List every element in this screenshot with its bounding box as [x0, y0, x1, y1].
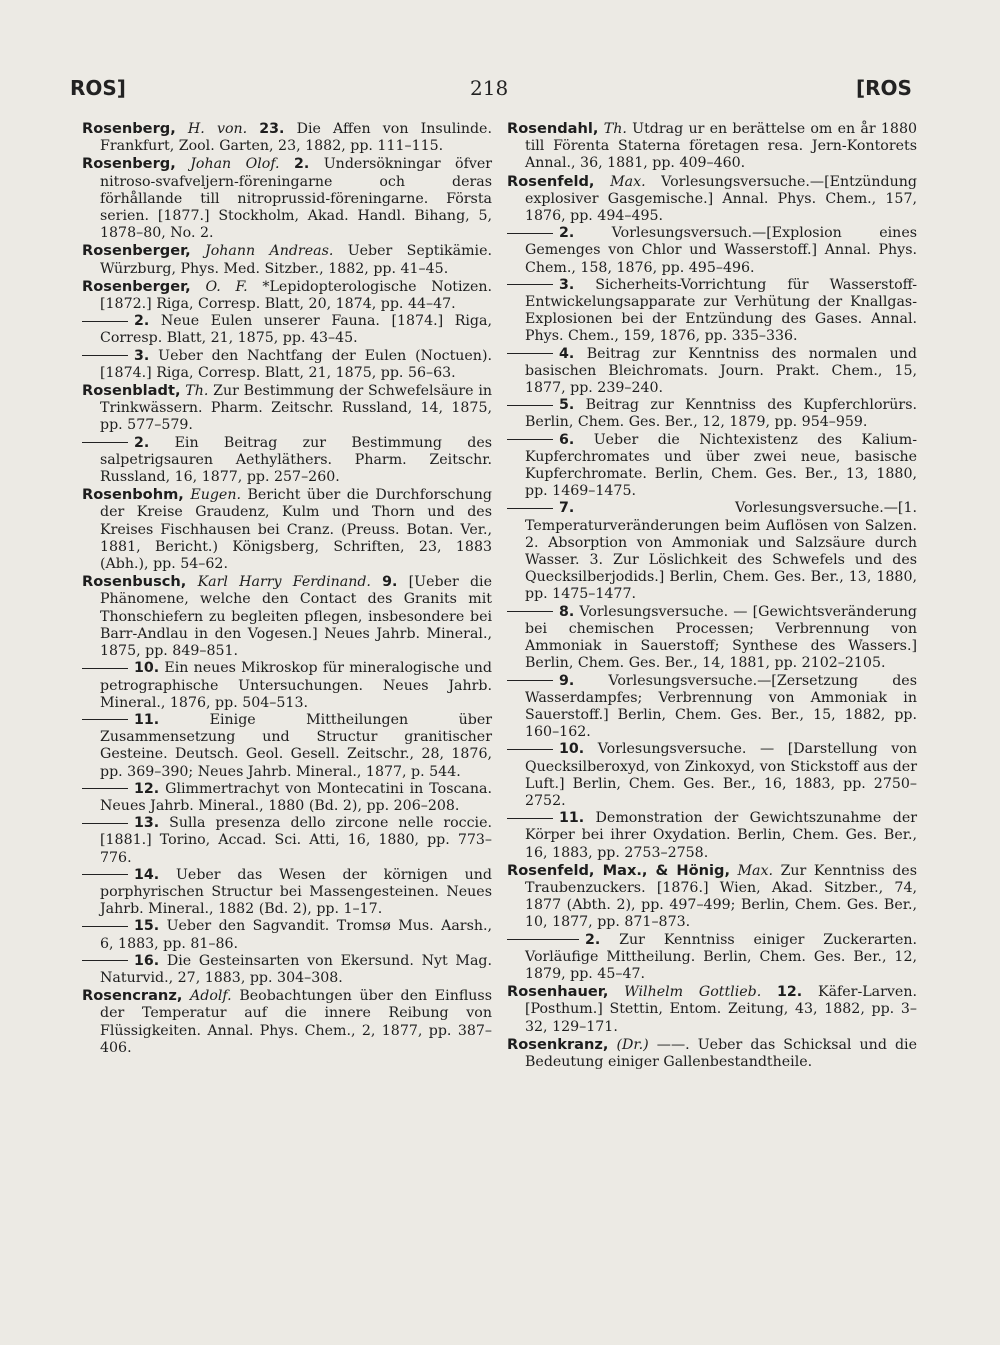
author-given-name: Eugen.: [190, 487, 241, 504]
header-right: [ROS: [856, 76, 912, 100]
left-column: [82, 120, 492, 1057]
author-name: Rosenhauer,: [507, 983, 609, 1001]
bibliography-entry: [82, 953, 492, 987]
entry-text: Die Affen von Insulinde. Frankfurt, Zool. Garten, 23, 1882, pp. 111–115.: [100, 121, 492, 155]
entry-text: Ueber die Nichtexistenz des Kalium-Kupferchromates und über zwei neue, basische Kupferchromate. Berlin, Chem. Ges. Ber., 13, 1880, pp. 1469–1475.: [525, 431, 917, 500]
author-name: Rosenfeld, Max., & Hönig,: [507, 861, 730, 879]
author-given-name: Th.: [185, 383, 209, 400]
author-name: Rosenfeld,: [507, 172, 595, 190]
bibliography-entry: [82, 987, 492, 1057]
entry-text: Vorlesungsversuche.—[Entzündung explosiver Gasgemische.] Annal. Phys. Chem., 157, 1876, pp. 494–495.: [525, 173, 917, 225]
entry-text: [Ueber die Phänomene, welche den Contact des Granits mit Thonschiefern zu begleiten pflegen, insbesondere bei Barr-Andlau in den Vogesen.] Neues Jahrb. Mineral., 1875, pp. 849–851.: [100, 574, 492, 660]
bibliography-entry: [82, 120, 492, 155]
bibliography-entry: [82, 918, 492, 952]
entry-text: Ueber den Nachtfang der Eulen (Noctuen). [1874.] Riga, Corresp. Blatt, 21, 1875, pp. 56–63.: [100, 347, 492, 381]
bibliography-entry: [507, 983, 917, 1036]
bibliography-entry: [507, 277, 917, 346]
bibliography-entry: [507, 120, 917, 173]
entry-number: 2.: [294, 156, 310, 173]
bibliography-entry: [82, 867, 492, 919]
entry-text: Zur Bestimmung der Schwefelsäure in Trinkwässern. Pharm. Zeitschr. Russland, 14, 1875, pp. 577–579.: [100, 383, 492, 434]
entry-number: 2.: [134, 434, 150, 451]
entry-text: Ueber den Sagvandit. Tromsø Mus. Aarsh., 6, 1883, pp. 81–86.: [100, 918, 493, 952]
bibliography-entry: [507, 810, 917, 862]
entry-number: 11.: [134, 711, 160, 728]
author-given-name: Th.: [603, 121, 627, 137]
bibliography-entry: [82, 573, 492, 660]
entry-number: 6.: [559, 431, 575, 448]
entry-text: Vorlesungsversuche. — [Darstellung von Quecksilberoxyd, von Zinkoxyd, von Stickstoff aus der Luft.] Berlin, Chem. Ges. Ber., 16, 1883, pp. 2750–2752.: [525, 741, 917, 809]
ditto-rule: [82, 442, 128, 443]
bibliography-entry: [507, 225, 917, 277]
entry-number: 3.: [559, 276, 575, 293]
ditto-rule: [82, 960, 128, 961]
ditto-rule: [507, 818, 553, 819]
bibliography-entry: [82, 348, 492, 382]
entry-text: Ueber das Wesen der körnigen und porphyrischen Structur bei Massengesteinen. Neues Jahrb. Mineral., 1882 (Bd. 2), pp. 1–17.: [100, 866, 492, 918]
ditto-rule: [507, 439, 553, 440]
bibliography-entry: [82, 815, 492, 867]
author-name: Rosencranz,: [82, 987, 183, 1005]
bibliography-entry: [82, 382, 492, 435]
entry-number: 7.: [559, 500, 575, 517]
right-column: [507, 120, 917, 1071]
author-name: Rosenberger,: [82, 277, 191, 295]
author-name: Rosenbusch,: [82, 573, 187, 591]
entry-text: Vorlesungsversuche. — [Gewichtsveränderung bei chemischen Processen; Verbrennung von Ammoniak in Sauerstoff; Synthese des Wassers.] Berlin, Chem. Ges. Ber., 14, 1881, pp. 2102–2105.: [525, 603, 917, 672]
ditto-rule: [82, 668, 128, 669]
entry-text: Utdrag ur en berättelse om en år 1880 till Förenta Staterna företagen resa. Jern-Kontorets Annal., 36, 1881, pp. 409–460.: [525, 121, 918, 172]
page-number: 218: [470, 76, 509, 100]
entry-text: Undersökningar öfver nitroso-svafveljern-föreningarne och deras förhållande till nitroprussid-föreningarne. Första serien. [1877.] Stockholm, Akad. Handl. Bihang, 5, 1878–80, No. 2.: [100, 156, 493, 242]
entry-text: Sulla presenza dello zircone nelle roccie. [1881.] Torino, Accad. Sci. Atti, 16, 1880, pp. 773–776.: [100, 815, 492, 866]
entry-text: Ein Beitrag zur Bestimmung des salpetrigsauren Aethyläthers. Pharm. Zeitschr. Russland, 16, 1877, pp. 257–260.: [100, 434, 492, 486]
author-name: Rosenberg,: [82, 120, 176, 137]
bibliography-entry: [82, 242, 492, 277]
entry-text: Zur Kenntniss einiger Zuckerarten. Vorläufige Mittheilung. Berlin, Chem. Ges. Ber., 12, 1879, pp. 45–47.: [525, 931, 917, 982]
author-given-name: Max.: [737, 862, 774, 879]
author-name: Rosenberger,: [82, 242, 191, 260]
ditto-rule: [507, 284, 553, 285]
bibliography-entry: [507, 432, 917, 501]
bibliography-entry: [82, 155, 492, 242]
bibliography-entry: [82, 781, 492, 815]
ditto-rule: [507, 611, 553, 612]
entry-text: Glimmertrachyt von Montecatini in Toscana. Neues Jahrb. Mineral., 1880 (Bd. 2), pp. 206–208.: [100, 780, 492, 814]
ditto-rule: [82, 823, 128, 824]
entry-number: 9.: [382, 574, 398, 591]
author-given-name: Wilhelm Gottlieb.: [624, 984, 762, 1001]
ditto-rule: [82, 874, 128, 875]
entry-number: 2.: [585, 931, 601, 948]
bibliography-entry: [82, 712, 492, 781]
entry-number: 12.: [777, 984, 803, 1001]
entry-text: Vorlesungsversuche.—[1. Temperaturveränderungen beim Auflösen von Salzen. 2. Absorption von Ammoniak und Salzsäure durch Wasser. 3. Zur Löslichkeit des Schwefels und des Quecksilberjodids.] Berlin, Chem. Ges. Ber., 13, 1880, pp. 1475–1477.: [525, 500, 917, 603]
ditto-rule: [507, 353, 553, 354]
author-name: Rosenkranz,: [507, 1035, 609, 1053]
bibliography-entry: [82, 313, 492, 347]
bibliography-entry: [507, 932, 917, 984]
author-name: Rosenbladt,: [82, 382, 181, 400]
entry-number: 10.: [559, 741, 585, 758]
ditto-rule: [507, 508, 553, 509]
entry-text: Bericht über die Durchforschung der Kreise Graudenz, Kulm und Thorn und des Kreises Fischhausen bei Cranz. (Preuss. Botan. Ver., 1881, Bericht.) Königsberg, Schriften, 23, 1883 (Abh.), pp. 54–62.: [100, 487, 492, 573]
bibliography-entry: [507, 673, 917, 742]
bibliography-entry: [82, 660, 492, 712]
entry-text: Zur Kenntniss des Traubenzuckers. [1876.] Wien, Akad. Sitzber., 74, 1877 (Abth. 2), pp. 497–499; Berlin, Chem. Ges. Ber., 10, 1877, pp. 871–873.: [525, 862, 917, 931]
entry-text: Die Gesteinsarten von Ekersund. Nyt Mag. Naturvid., 27, 1883, pp. 304–308.: [100, 952, 493, 986]
entry-number: 2.: [559, 225, 575, 242]
bibliography-entry: [507, 500, 917, 603]
ditto-rule: [82, 321, 128, 322]
author-given-name: O. F.: [205, 278, 248, 295]
author-given-name: Karl Harry Ferdinand.: [197, 574, 371, 591]
header-left: ROS]: [70, 76, 126, 100]
entry-number: 11.: [559, 810, 585, 827]
entry-number: 4.: [559, 345, 575, 362]
author-name: Rosenberg,: [82, 155, 176, 173]
ditto-rule: [507, 233, 553, 234]
bibliography-entry: [507, 346, 917, 398]
entry-text: Beitrag zur Kenntniss des normalen und basischen Bleichromats. Journ. Prakt. Chem., 15, 1877, pp. 239–240.: [525, 345, 917, 397]
bibliography-entry: [507, 397, 917, 431]
author-given-name: H. von.: [187, 121, 248, 137]
entry-text: Vorlesungsversuche.—[Zersetzung des Wasserdampfes; Verbrennung von Ammoniak in Sauerstoff.] Berlin, Chem. Ges. Ber., 15, 1882, pp. 160–162.: [525, 672, 917, 741]
bibliography-entry: [82, 435, 492, 487]
author-given-name: Max.: [610, 173, 646, 190]
bibliography-entry: [507, 173, 917, 226]
bibliography-entry: [507, 1036, 917, 1071]
bibliography-entry: [82, 278, 492, 313]
entry-text: Sicherheits-Vorrichtung für Wasserstoff-Entwickelungsapparate zur Verhütung der Knallgas-Explosionen bei der Entzündung des Gases. Annal. Phys. Chem., 159, 1876, pp. 335–336.: [525, 276, 918, 345]
ditto-rule: [82, 788, 128, 789]
author-name: Rosenbohm,: [82, 486, 184, 504]
entry-text: Käfer-Larven. [Posthum.] Stettin, Entom. Zeitung, 43, 1882, pp. 3–32, 129–171.: [525, 984, 917, 1035]
entry-number: 9.: [559, 672, 575, 689]
author-given-name: Johann Andreas.: [205, 243, 334, 260]
entry-number: 2.: [134, 313, 150, 330]
entry-text: ——. Ueber das Schicksal und die Bedeutung einiger Gallenbestandtheile.: [525, 1036, 917, 1070]
entry-text: Neue Eulen unserer Fauna. [1874.] Riga, Corresp. Blatt, 21, 1875, pp. 43–45.: [100, 313, 492, 347]
entry-text: *Lepidopterologische Notizen. [1872.] Riga, Corresp. Blatt, 20, 1874, pp. 44–47.: [100, 278, 492, 313]
entry-text: Ueber Septikämie. Würzburg, Phys. Med. Sitzber., 1882, pp. 41–45.: [100, 243, 493, 277]
ditto-rule: [507, 405, 553, 406]
entry-number: 15.: [134, 918, 160, 935]
ditto-rule: [82, 355, 128, 356]
entry-number: 13.: [134, 815, 160, 832]
author-given-name: Johan Olof.: [190, 156, 280, 173]
bibliography-entry: [507, 862, 917, 932]
author-given-name: Adolf.: [190, 988, 232, 1005]
entry-text: Beobachtungen über den Einfluss der Temperatur auf die innere Reibung von Flüssigkeiten. Annal. Phys. Chem., 2, 1877, pp. 387–406.: [100, 988, 492, 1056]
bibliography-entry: [507, 741, 917, 810]
ditto-rule: [507, 680, 553, 681]
entry-text: Einige Mittheilungen über Zusammensetzung und Structur granitischer Gesteine. Deutsch. Geol. Gesell. Zeitschr., 28, 1876, pp. 369–390; Neues Jahrb. Mineral., 1877, p. 544.: [100, 711, 492, 780]
bibliography-entry: [507, 604, 917, 673]
entry-number: 8.: [559, 603, 575, 620]
entry-number: 5.: [559, 397, 575, 414]
entry-text: Ein neues Mikroskop für mineralogische und petrographische Untersuchungen. Neues Jahrb. Mineral., 1876, pp. 504–513.: [100, 660, 493, 711]
ditto-rule: [82, 926, 128, 927]
entry-number: 12.: [134, 780, 160, 797]
ditto-rule: [507, 749, 553, 750]
entry-text: Demonstration der Gewichtszunahme der Körper bei ihrer Oxydation. Berlin, Chem. Ges. Ber., 16, 1883, pp. 2753–2758.: [525, 810, 917, 861]
entry-number: 23.: [259, 121, 285, 137]
entry-number: 10.: [134, 660, 160, 677]
ditto-rule: [507, 939, 579, 940]
entry-text: Beitrag zur Kenntniss des Kupferchlorürs. Berlin, Chem. Ges. Ber., 12, 1879, pp. 954–959.: [525, 397, 917, 431]
ditto-rule: [82, 719, 128, 720]
bibliography-entry: [82, 486, 492, 573]
entry-text: Vorlesungsversuch.—[Explosion eines Gemenges von Chlor und Wasserstoff.] Annal. Phys. Chem., 158, 1876, pp. 495–496.: [525, 225, 917, 276]
author-given-name: (Dr.): [616, 1036, 649, 1053]
author-name: Rosendahl,: [507, 120, 599, 137]
entry-number: 3.: [134, 347, 150, 364]
entry-number: 16.: [134, 952, 160, 969]
entry-number: 14.: [134, 866, 160, 883]
